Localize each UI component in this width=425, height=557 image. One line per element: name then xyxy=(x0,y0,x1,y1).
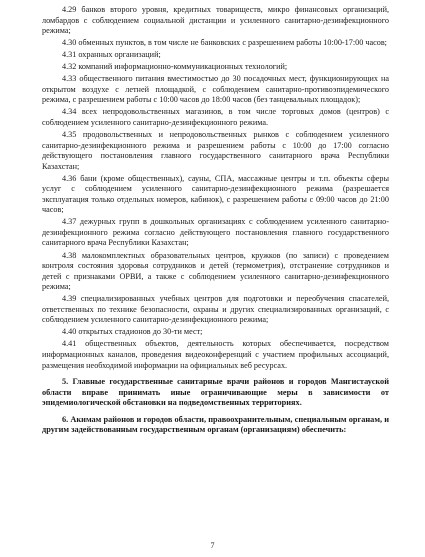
paragraph-4-41: 4.41 общественных объектов, деятельность которых обеспечивается, посредством информационных каналов, проведения видеоконференций с участием профильных ассоциаций, размещения необходимой информации на официальных веб ресурсах. xyxy=(42,339,389,370)
paragraph-4-38: 4.38 малокомплектных образовательных центров, кружков (по записи) с проведением контроля состояния здоровья сотрудников и детей (термометрия), отстранение сотрудников и детей с признаками ОРВИ, а также с соблюдением усиленного санитарно-дезинфекционного режима; xyxy=(42,250,389,292)
paragraph-4-34: 4.34 всех непродовольственных магазинов, в том числе торговых домов (центров) с соблюдением усиленного санитарно-дезинфекционного режима. xyxy=(42,107,389,127)
paragraph-4-33: 4.33 общественного питания вместимостью до 30 посадочных мест, функционирующих на открытом воздухе с летней площадкой, с соблюдением санитарно-противоэпидемического режима, с разрешением работы с 10:00 часов до 18:00 часов (без танцевальных площадок); xyxy=(42,74,389,105)
paragraph-4-36: 4.36 бани (кроме общественных), сауны, СПА, массажные центры и т.п. объекты сферы услуг с соблюдением усиленного санитарно-дезинфекционного режима (разрешается эксплуатация только отдельных номеров, кабинок), с разрешением работы с 09:00 часов до 21:00 часов; xyxy=(42,173,389,215)
paragraph-4-39: 4.39 специализированных учебных центров для подготовки и переобучения спасателей, ответственных по технике безопасности, охраны и других специализированных организаций, с соблюдением усиленного санитарно-дезинфекционного режима; xyxy=(42,294,389,325)
paragraph-4-37: 4.37 дежурных групп в дошкольных организациях с соблюдением усиленного санитарно-дезинфекционного режима согласно действующего постановления главного государственного санитарного врача Республики Казахстан; xyxy=(42,217,389,248)
section-5: 5. Главные государственные санитарные врачи районов и городов Мангистауской области вправе принимать иные ограничивающие меры в зависимости от эпидемиологической обстановки на подведомственных территориях. xyxy=(42,377,389,408)
paragraph-4-29: 4.29 банков второго уровня, кредитных товариществ, микро финансовых организаций, ломбардов с соблюдением социальной дистанции и усиленного санитарно-дезинфекционного режима; xyxy=(42,5,389,36)
paragraph-4-30: 4.30 обменных пунктов, в том числе не банковских с разрешением работы 10:00-17:00 часов; xyxy=(62,38,387,48)
page-number: 7 xyxy=(210,541,215,550)
paragraph-4-40: 4.40 открытых стадионов до 30-ти мест; xyxy=(62,327,203,337)
paragraph-4-32: 4.32 компаний информационно-коммуникационных технологий; xyxy=(62,62,288,72)
paragraph-4-35: 4.35 продовольственных и непродовольственных рынков с соблюдением усиленного санитарно-дезинфекционного режима и разрешением работы с 10:00 до 17:00 согласно действующего постановления главного государственного санитарного врача Республики Казахстан; xyxy=(42,130,389,171)
section-6: 6. Акимам районов и городов области, правоохранительным, специальным органам, и другим задействованным государственным органам (организациям) обеспечить: xyxy=(42,414,389,435)
paragraph-4-31: 4.31 охранных организаций; xyxy=(62,50,161,60)
